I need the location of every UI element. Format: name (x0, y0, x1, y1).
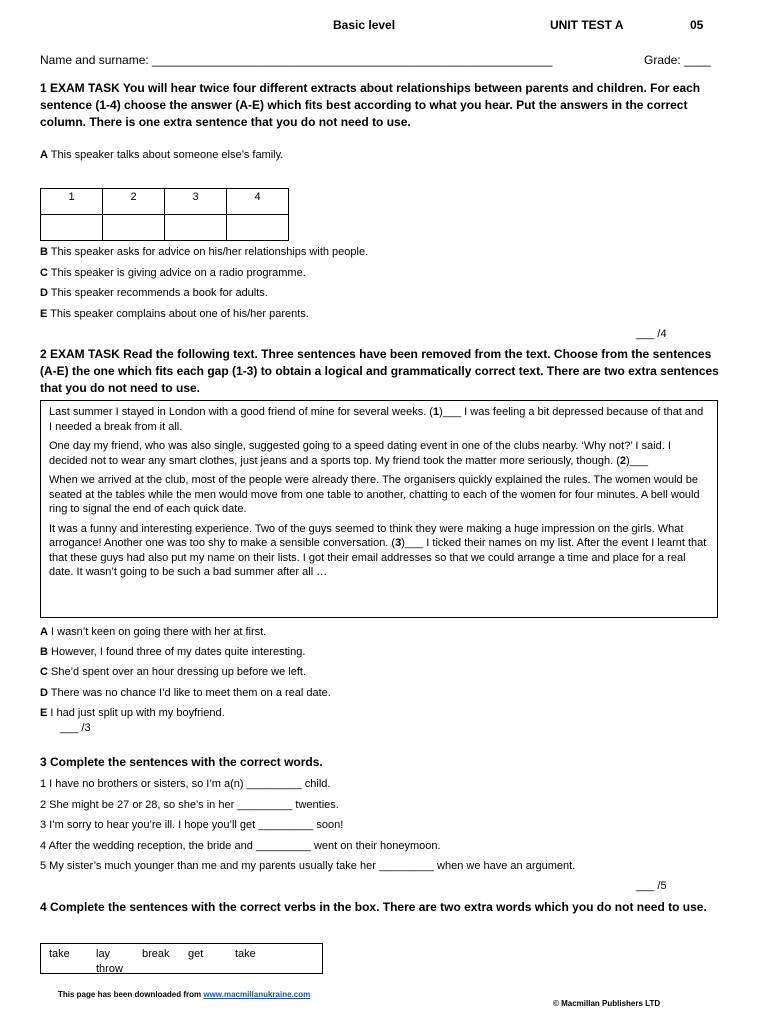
grade-field[interactable]: Grade: ____ (644, 53, 711, 67)
grid-answer-3[interactable] (165, 215, 227, 241)
reading-paragraph: It was a funny and interesting experience. Two of the guys seemed to think they were making a huge impression on the girls. What arrogance! Another one was too shy to make a sensible conversation. (3)___ I ticked their names on my list. After the event I learnt that that these guys had also put my name on their lists. I got their email addresses so that we could arrange a time and place for a real date. It wasn’t going to be such a bad summer after all … (49, 522, 707, 578)
grid-header-4: 4 (227, 189, 289, 215)
level-label: Basic level (333, 18, 396, 32)
task1-option-c: C This speaker is giving advice on a radio programme. (40, 267, 306, 279)
word-item: break (142, 948, 170, 960)
download-note: This page has been downloaded from www.macmillanukraine.com (58, 990, 311, 999)
task3-item-5: 5 My sister’s much younger than me and my parents usually take her _________ when we have an argument. (40, 860, 576, 872)
task2-option-e: E I had just split up with my boyfriend. (40, 707, 225, 719)
word-item: get (188, 948, 204, 960)
task4-instruction: 4 Complete the sentences with the correct verbs in the box. There are two extra words which you do not need to use. (40, 900, 707, 914)
task3-item-4: 4 After the wedding reception, the bride and _________ went on their honeymoon. (40, 840, 441, 852)
task3-item-1: 1 I have no brothers or sisters, so I’m a(n) _________ child. (40, 778, 331, 790)
task1-instruction: 1 EXAM TASK You will hear twice four different extracts about relationships between parents and children. For each sentence (1-4) choose the answer (A-E) which fits best according to what you hear. Put the answers in the correct column. There is one extra sentence that you do not need to use. (40, 81, 701, 129)
word-item: take (235, 948, 256, 960)
task2-option-b: B However, I found three of my dates quite interesting. (40, 646, 306, 658)
reading-text-box (40, 400, 718, 618)
task1-option-d: D This speaker recommends a book for adults. (40, 287, 268, 299)
grid-header-3: 3 (165, 189, 227, 215)
reading-paragraph: One day my friend, who was also single, suggested going to a speed dating event in one of the clubs nearby. ‘Why not?’ I said. I decided not to wear any smart clothes, just jeans and a sports top. My friend took the matter more seriously, though. (2)___ (49, 440, 671, 467)
task2-option-d: D There was no chance I’d like to meet them on a real date. (40, 687, 331, 699)
copyright: © Macmillan Publishers LTD (553, 999, 661, 1008)
reading-paragraph: When we arrived at the club, most of the people were already there. The organisers quickly explained the rules. The women would be seated at the tables while the men would move from one table to another, chatting to each of the women for four minutes. A bell would ring to signal the end of each quick date. (49, 474, 700, 515)
grid-answer-2[interactable] (103, 215, 165, 241)
grid-header-1: 1 (41, 189, 103, 215)
task1-option-b: B This speaker asks for advice on his/her relationships with people. (40, 246, 369, 258)
grid-answer-4[interactable] (227, 215, 289, 241)
unit-title: UNIT TEST A (550, 18, 624, 32)
word-item: lay (96, 948, 111, 960)
task2-score: ___ /3 (60, 722, 91, 734)
page-number: 05 (690, 18, 704, 32)
macmillan-link[interactable]: www.macmillanukraine.com (203, 990, 311, 999)
grid-answer-1[interactable] (41, 215, 103, 241)
task2-option-c: C She’d spent over an hour dressing up before we left. (40, 666, 307, 678)
task3-item-2: 2 She might be 27 or 28, so she’s in her _________ twenties. (40, 799, 339, 811)
reading-paragraph: Last summer I stayed in London with a good friend of mine for several weeks. (1)___ I was feeling a bit depressed because of that and I needed a break from it all. (49, 406, 704, 433)
task2-option-a: A I wasn’t keen on going there with her at first. (40, 626, 267, 638)
task1-score: ___ /4 (636, 328, 667, 340)
task3-instruction: 3 Complete the sentences with the correct words. (40, 755, 323, 769)
name-field[interactable]: Name and surname: ____________________________________________________________ (40, 53, 553, 67)
task2-instruction: 2 EXAM TASK Read the following text. Three sentences have been removed from the text. Choose from the sentences (A-E) the one which fits each gap (1-3) to obtain a logical and grammatically correct text. There are two extra sentences that you do not need to use. (40, 347, 719, 395)
task3-score: ___ /5 (636, 880, 667, 892)
task3-item-3: 3 I’m sorry to hear you’re ill. I hope you’ll get _________ soon! (40, 819, 344, 831)
word-item: throw (96, 963, 123, 974)
word-item: take (49, 948, 70, 960)
grid-header-2: 2 (103, 189, 165, 215)
task1-option-e: E This speaker complains about one of his/her parents. (40, 308, 309, 320)
task1-option-a: A This speaker talks about someone else’s family. (40, 149, 284, 161)
word-box (40, 943, 323, 974)
task1-answer-grid (40, 188, 289, 241)
